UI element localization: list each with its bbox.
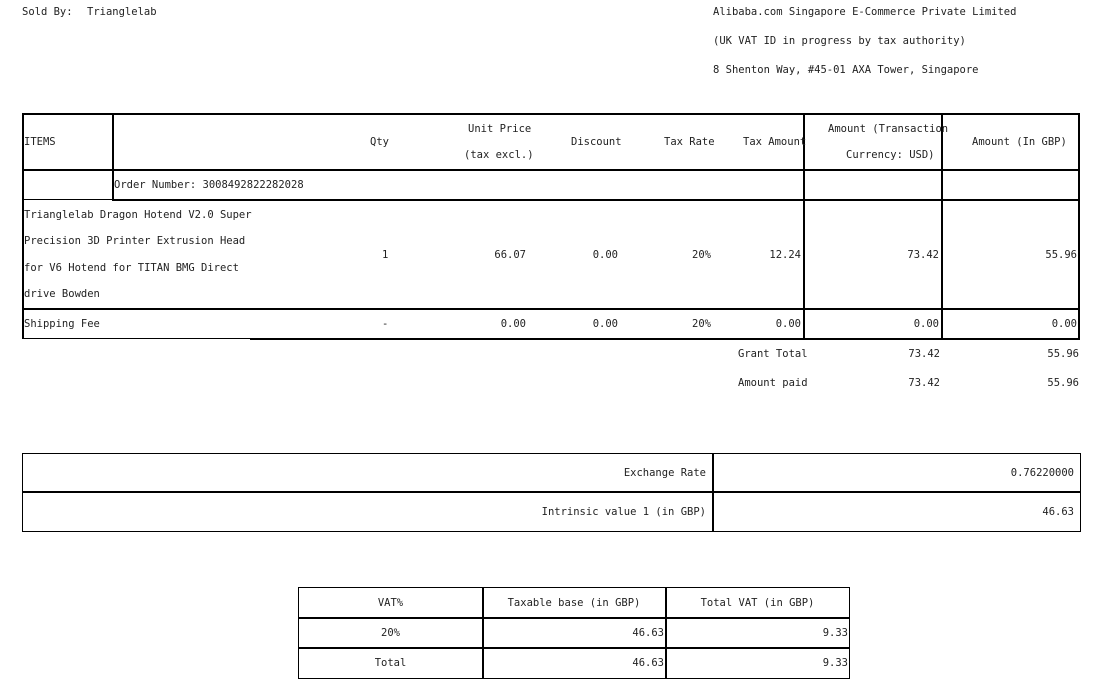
amount-paid-gbp: 55.96 <box>1047 377 1079 389</box>
header-items: ITEMS <box>24 136 56 148</box>
platform-address: 8 Shenton Way, #45-01 AXA Tower, Singapore <box>713 64 979 76</box>
vat-header-rate: VAT% <box>377 597 404 609</box>
product-tax-rate: 20% <box>692 249 711 261</box>
header-qty: Qty <box>370 136 389 148</box>
header-tax-amount: Tax Amount <box>743 136 807 148</box>
product-name-line-3: for V6 Hotend for TITAN BMG Direct <box>24 262 239 274</box>
vat-header-base: Taxable base (in GBP) <box>507 597 641 609</box>
shipping-discount: 0.00 <box>592 318 618 330</box>
header-amount-gbp: Amount (In GBP) <box>972 136 1067 148</box>
vat-header-total: Total VAT (in GBP) <box>700 597 815 609</box>
shipping-name: Shipping Fee <box>24 318 100 330</box>
exchange-rate-value: 0.76220000 <box>1010 467 1074 479</box>
header-discount: Discount <box>571 136 622 148</box>
product-amount-gbp: 55.96 <box>1045 249 1077 261</box>
order-number: Order Number: 3008492822282028 <box>114 179 304 191</box>
grand-total-gbp: 55.96 <box>1047 348 1079 360</box>
product-tax-amount: 12.24 <box>769 249 801 261</box>
product-name-line-1: Trianglelab Dragon Hotend V2.0 Super <box>24 209 252 221</box>
sold-by-value: Trianglelab <box>87 6 157 18</box>
vat-total-base: 46.63 <box>632 657 664 669</box>
grand-total-label: Grant Total <box>738 348 808 360</box>
product-amount-txn: 73.42 <box>907 249 939 261</box>
header-unit-price-note: (tax excl.) <box>464 149 534 161</box>
shipping-amount-txn: 0.00 <box>913 318 939 330</box>
product-discount: 0.00 <box>592 249 618 261</box>
shipping-tax-rate: 20% <box>692 318 711 330</box>
platform-name: Alibaba.com Singapore E-Commerce Private Limited <box>713 6 1017 18</box>
grand-total-txn: 73.42 <box>908 348 940 360</box>
sold-by-label: Sold By: <box>22 6 73 18</box>
vat-row-total: 9.33 <box>822 627 848 639</box>
shipping-qty: - <box>382 318 389 330</box>
amount-paid-label: Amount paid <box>738 377 808 389</box>
intrinsic-value-label: Intrinsic value 1 (in GBP) <box>541 506 706 518</box>
vat-total-label: Total <box>374 657 407 669</box>
header-amount-txn-currency: Currency: USD) <box>846 149 935 161</box>
product-unit-price: 66.07 <box>494 249 526 261</box>
exchange-rate-label: Exchange Rate <box>623 467 706 479</box>
shipping-amount-gbp: 0.00 <box>1051 318 1077 330</box>
amount-paid-txn: 73.42 <box>908 377 940 389</box>
header-tax-rate: Tax Rate <box>664 136 715 148</box>
shipping-unit-price: 0.00 <box>500 318 526 330</box>
vat-row-rate: 20% <box>381 627 400 639</box>
vat-row-base: 46.63 <box>632 627 664 639</box>
header-unit-price: Unit Price <box>468 123 532 135</box>
header-amount-txn: Amount (Transaction <box>828 123 949 135</box>
platform-vat-note: (UK VAT ID in progress by tax authority) <box>713 35 966 47</box>
shipping-tax-amount: 0.00 <box>775 318 801 330</box>
vat-total-vat: 9.33 <box>822 657 848 669</box>
product-name-line-2: Precision 3D Printer Extrusion Head <box>24 235 246 247</box>
product-qty: 1 <box>382 249 389 261</box>
product-name-line-4: drive Bowden <box>24 288 100 300</box>
intrinsic-value: 46.63 <box>1042 506 1074 518</box>
